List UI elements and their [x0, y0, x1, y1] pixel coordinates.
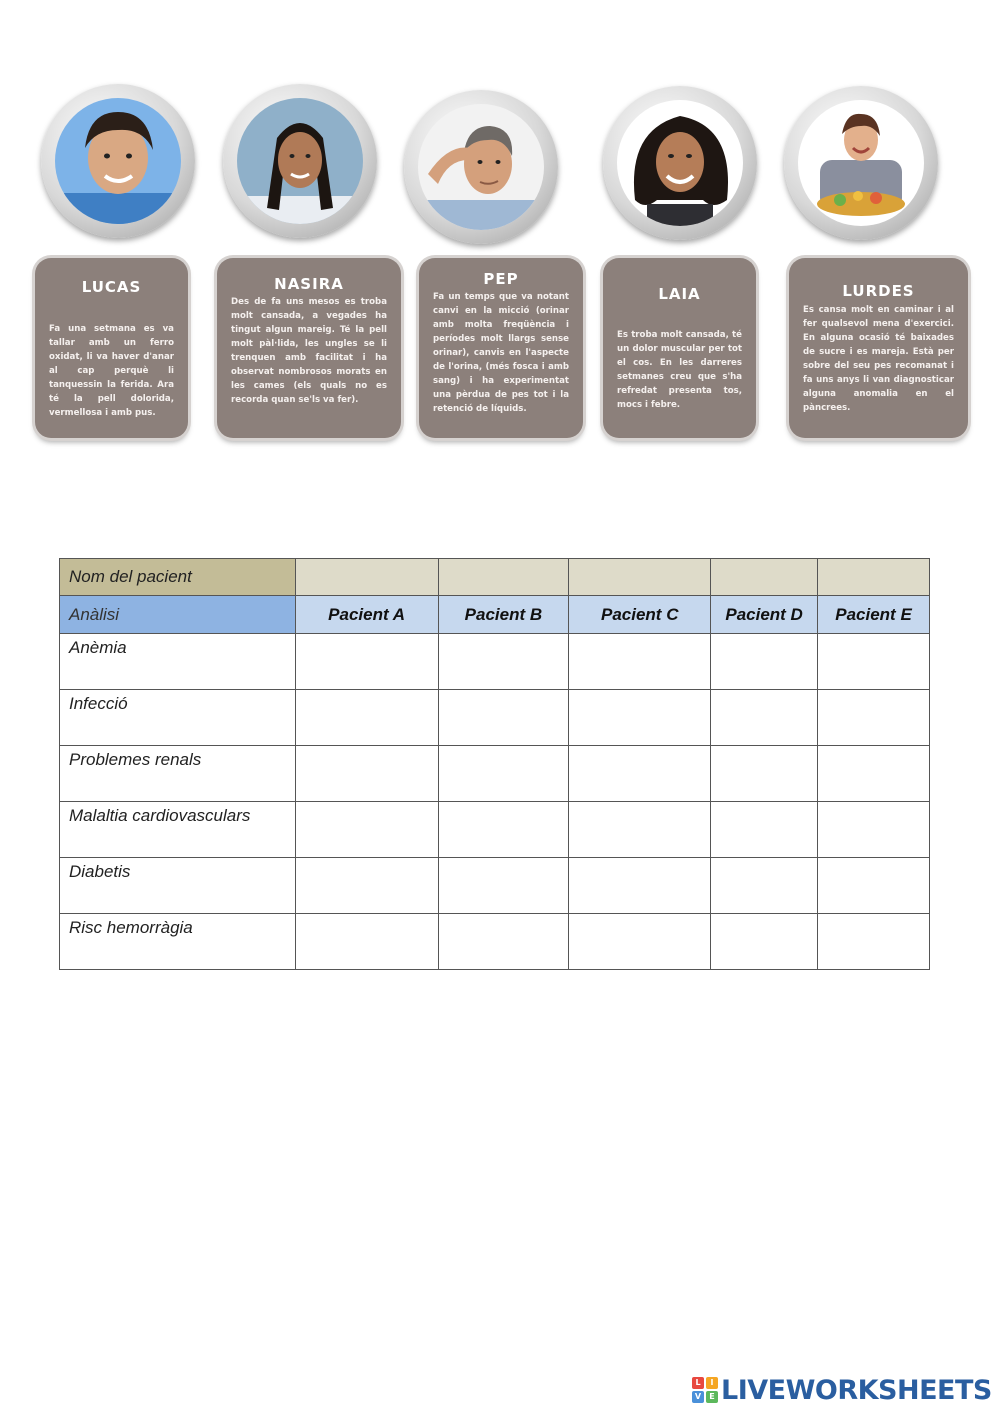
answer-cell[interactable]: [818, 746, 930, 802]
name-input-cell[interactable]: [711, 559, 818, 596]
answer-cell[interactable]: [818, 914, 930, 970]
answer-cell[interactable]: [711, 634, 818, 690]
analysis-label: Anàlisi: [60, 596, 296, 634]
column-header: Pacient D: [711, 596, 818, 634]
patient-name: PEP: [483, 270, 519, 288]
avatar-laia: [603, 86, 757, 240]
answer-cell[interactable]: [569, 914, 711, 970]
answer-cell[interactable]: [295, 634, 438, 690]
logo-block: E: [706, 1391, 718, 1403]
patient-description: Des de fa uns mesos es troba molt cansada, a vegades ha tingut algun mareig. Té la pell molt pàl·lida, les ungles se li trenquen amb facilitat i ha observat nombrosos morats en les cames (els quals no es recorda quan se'ls va fer).: [231, 297, 387, 405]
logo-block: V: [692, 1391, 704, 1403]
logo-block: L: [692, 1377, 704, 1389]
answer-cell[interactable]: [711, 858, 818, 914]
patient-description: Es cansa molt en caminar i al fer qualsevol mena d'exercici. En alguna ocasió té baixades de sucre i es mareja. Està per sobre del seu pes recomanat i fa uns anys li van diagnosticar alguna anomalia en el pàncrees.: [803, 305, 954, 413]
patient-name: NASIRA: [274, 275, 344, 293]
answer-cell[interactable]: [818, 634, 930, 690]
patient-card-lurdes: [789, 258, 968, 438]
name-input-cell[interactable]: [818, 559, 930, 596]
answer-cell[interactable]: [569, 746, 711, 802]
answer-cell[interactable]: [438, 690, 569, 746]
answer-cell[interactable]: [711, 746, 818, 802]
avatar-nasira: [223, 84, 377, 238]
row-label: Diabetis: [60, 858, 296, 914]
avatar-lucas: [41, 84, 195, 238]
answer-cell[interactable]: [438, 634, 569, 690]
answer-cell[interactable]: [818, 690, 930, 746]
table-row: [60, 634, 930, 690]
logo-blocks-icon: [692, 1377, 718, 1403]
name-input-cell[interactable]: [438, 559, 569, 596]
patient-name: LUCAS: [81, 278, 142, 296]
patient-description: Es troba molt cansada, té un dolor muscular per tot el cos. En les darreres setmanes creu que s'ha refredat presenta tos, mocs i febre.: [617, 330, 742, 410]
table-row: [60, 858, 930, 914]
name-input-cell[interactable]: [295, 559, 438, 596]
answer-cell[interactable]: [711, 690, 818, 746]
patient-name: LURDES: [842, 282, 915, 300]
patient-card-pep: [419, 258, 583, 438]
header-row: [60, 596, 930, 634]
row-label: Anèmia: [60, 634, 296, 690]
table-row: [60, 690, 930, 746]
answer-cell[interactable]: [569, 690, 711, 746]
answer-cell[interactable]: [818, 858, 930, 914]
answer-cell[interactable]: [711, 802, 818, 858]
answer-cell[interactable]: [711, 914, 818, 970]
patient-name: LAIA: [658, 285, 701, 303]
row-label: Risc hemorràgia: [60, 914, 296, 970]
column-header: Pacient A: [295, 596, 438, 634]
answer-cell[interactable]: [295, 914, 438, 970]
table-row: [60, 746, 930, 802]
answer-cell[interactable]: [295, 690, 438, 746]
answer-cell[interactable]: [295, 802, 438, 858]
column-header: Pacient B: [438, 596, 569, 634]
patient-name-row: [60, 559, 930, 596]
table-row: [60, 914, 930, 970]
logo-text: LIVEWORKSHEETS: [721, 1374, 992, 1406]
answer-cell[interactable]: [569, 634, 711, 690]
answer-cell[interactable]: [438, 746, 569, 802]
answer-cell[interactable]: [569, 858, 711, 914]
answer-cell[interactable]: [295, 858, 438, 914]
column-header: Pacient E: [818, 596, 930, 634]
patient-card-nasira: [217, 258, 401, 438]
row-label: Malaltia cardiovasculars: [60, 802, 296, 858]
answer-cell[interactable]: [295, 746, 438, 802]
avatar-pep: [404, 90, 558, 244]
answer-cell[interactable]: [818, 802, 930, 858]
column-header: Pacient C: [569, 596, 711, 634]
row-label: Infecció: [60, 690, 296, 746]
patient-description: Fa un temps que va notant canvi en la micció (orinar amb molta freqüència i períodes molt llargs sense orinar), canvis en l'aspecte de l'orina, (més fosca i amb sang) i ha experimentat una pèrdua de pes tot i la retenció de líquids.: [433, 292, 569, 414]
table-row: [60, 802, 930, 858]
name-label: Nom del pacient: [60, 559, 296, 596]
answer-cell[interactable]: [438, 802, 569, 858]
patient-card-lucas: [35, 258, 188, 438]
name-input-cell[interactable]: [569, 559, 711, 596]
answer-cell[interactable]: [569, 802, 711, 858]
patient-description: Fa una setmana es va tallar amb un ferro oxidat, li va haver d'anar al cap perquè li tanquessin la ferida. Ara té la pell dolorida, vermellosa i amb pus.: [49, 324, 174, 418]
answer-cell[interactable]: [438, 858, 569, 914]
patient-card-laia: [603, 258, 756, 438]
liveworksheets-logo[interactable]: [692, 1374, 992, 1406]
row-label: Problemes renals: [60, 746, 296, 802]
answer-cell[interactable]: [438, 914, 569, 970]
logo-block: I: [706, 1377, 718, 1389]
analysis-table: [59, 558, 930, 970]
avatar-lurdes: [784, 86, 938, 240]
